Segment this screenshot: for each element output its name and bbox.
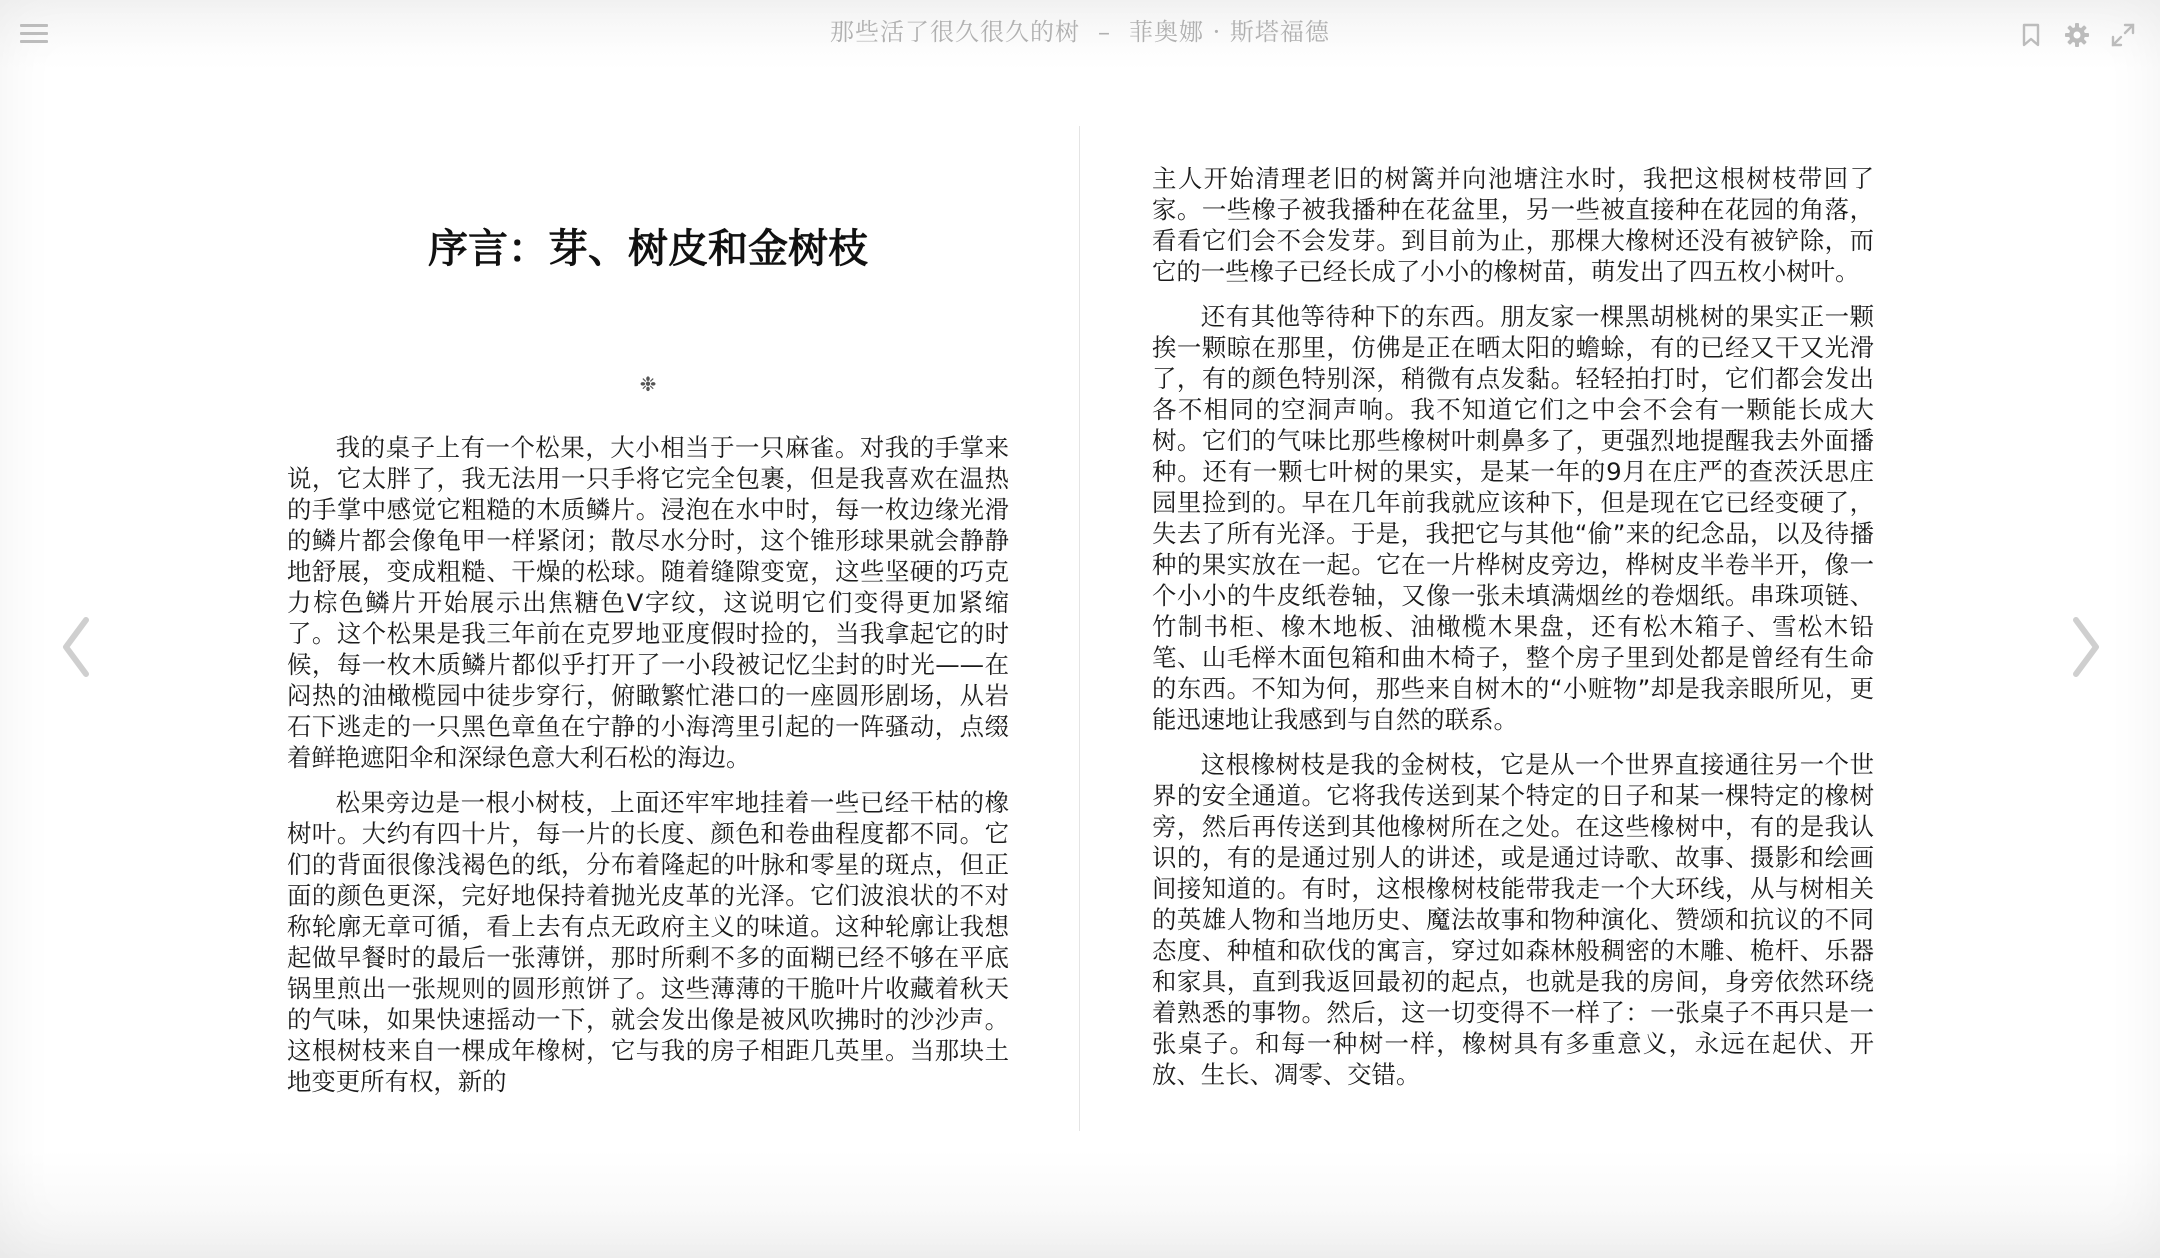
paragraph: 我的桌子上有一个松果，大小相当于一只麻雀。对我的手掌来说，它太胖了，我无法用一只手将它完全包裹，但是我喜欢在温热的手掌中感觉它粗糙的木质鳞片。浸泡在水中时，每一枚边缘光滑的鳞片都会像龟甲一样紧闭；散尽水分时，这个锥形球果就会静静地舒展，变成粗糙、干燥的松球。随着缝隙变宽，这些坚硬的巧克力棕色鳞片开始展示出焦糖色V字纹，这说明它们变得更加紧缩了。这个松果是我三年前在克罗地亚度假时捡的，当我拿起它的时候，每一枚木质鳞片都似乎打开了一小段被记忆尘封的时光——在闷热的油橄榄园中徒步穿行，俯瞰繁忙港口的一座圆形剧场，从岩石下逃走的一只黑色章鱼在宁静的小海湾里引起的一阵骚动，点缀着鲜艳遮阳伞和深绿色意大利石松的海边。 (287, 433, 1009, 772)
chapter-title: 序言：芽、树皮和金树枝 (428, 226, 868, 272)
right-page (1152, 163, 1874, 1104)
paragraph: 还有其他等待种下的东西。朋友家一棵黑胡桃树的果实正一颗挨一颗晾在那里，仿佛是正在晒太阳的蟾蜍，有的已经又干又光滑了，有的颜色特别深，稍微有点发黏。轻轻拍打时，它们都会发出各不相同的空洞声响。我不知道它们之中会不会有一颗能长成大树。它们的气味比那些橡树叶刺鼻多了，更强烈地提醒我去外面播种。还有一颗七叶树的果实，是某一年的9月在庄严的查茨沃思庄园里捡到的。早在几年前我就应该种下，但是现在它已经变硬了，失去了所有光泽。于是，我把它与其他“偷”来的纪念品，以及待播种的果实放在一起。它在一片桦树皮旁边，桦树皮半卷半开，像一个小小的牛皮纸卷轴，又像一张未填满烟丝的卷烟纸。串珠项链、竹制书柜、橡木地板、油橄榄木果盘，还有松木箱子、雪松木铅笔、山毛榉木面包箱和曲木椅子，整个房子里到处都是曾经有生命的东西。不知为何，那些来自树木的“小赃物”却是我亲眼所见，更能迅速地让我感到与自然的联系。 (1152, 302, 1874, 734)
chevron-right-icon[interactable] (2066, 612, 2106, 682)
toolbar-icons (2018, 22, 2136, 48)
bookmark-icon[interactable] (2018, 22, 2044, 48)
left-page (287, 432, 1009, 1111)
title-separator: – (1098, 18, 1112, 46)
book-title-bar (0, 12, 2160, 47)
paragraph: 松果旁边是一根小树枝，上面还牢牢地挂着一些已经干枯的橡树叶。大约有四十片，每一片的长度、颜色和卷曲程度都不同。它们的背面很像浅褐色的纸，分布着隆起的叶脉和零星的斑点，但正面的颜色更深，完好地保持着抛光皮革的光泽。它们波浪状的不对称轮廓无章可循，看上去有点无政府主义的味道。这种轮廓让我想起做早餐时的最后一张薄饼，那时所剩不多的面糊已经不够在平底锅里煎出一张规则的圆形煎饼了。这些薄薄的干脆叶片收藏着秋天的气味，如果快速摇动一下，就会发出像是被风吹拂时的沙沙声。这根树枝来自一棵成年橡树，它与我的房子相距几英里。当那块土地变更所有权，新的 (287, 788, 1009, 1096)
book-title: 那些活了很久很久的树 (830, 18, 1081, 46)
reader-toolbar (0, 0, 2160, 62)
gear-icon[interactable] (2064, 22, 2090, 48)
section-ornament: ❉ (639, 372, 657, 396)
page-divider (1079, 126, 1080, 1131)
paragraph: 这根橡树枝是我的金树枝，它是从一个世界直接通往另一个世界的安全通道。它将我传送到某个特定的日子和某一棵特定的橡树旁，然后再传送到其他橡树所在之处。在这些橡树中，有的是我认识的，有的是通过别人的讲述，或是通过诗歌、故事、摄影和绘画间接知道的。有时，这根橡树枝能带我走一个大环线，从与树相关的英雄人物和当地历史、魔法故事和物种演化、赞颂和抗议的不同态度、种植和砍伐的寓言，穿过如森林般稠密的木雕、桅杆、乐器和家具，直到我返回最初的起点，也就是我的房间，身旁依然环绕着熟悉的事物。然后，这一切变得不一样了：一张桌子不再只是一张桌子。和每一种树一样，橡树具有多重意义，永远在起伏、开放、生长、凋零、交错。 (1152, 750, 1874, 1089)
paragraph-continued: 主人开始清理老旧的树篱并向池塘注水时，我把这根树枝带回了家。一些橡子被我播种在花盆里，另一些被直接种在花园的角落，看看它们会不会发芽。到目前为止，那棵大橡树还没有被铲除，而它的一些橡子已经长成了小小的橡树苗，萌发出了四五枚小树叶。 (1152, 164, 1874, 286)
book-author: 菲奥娜 · 斯塔福德 (1129, 18, 1330, 46)
chevron-left-icon[interactable] (56, 612, 96, 682)
expand-icon[interactable] (2110, 22, 2136, 48)
